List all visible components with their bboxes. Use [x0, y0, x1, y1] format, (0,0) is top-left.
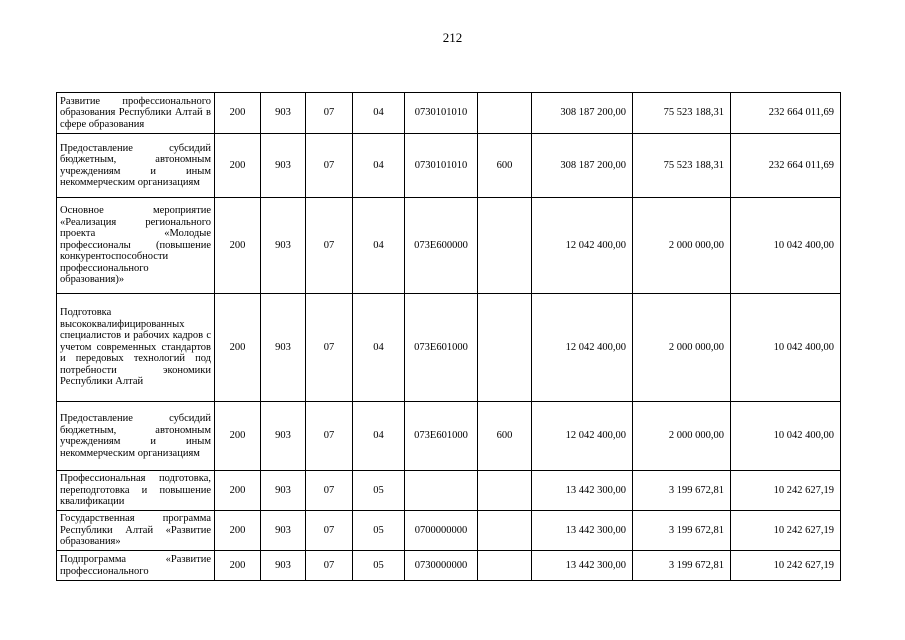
row-subsection: 05: [353, 551, 405, 581]
row-section: 07: [306, 198, 353, 294]
row-amount-federal: 3 199 672,81: [633, 551, 731, 581]
row-amount-total: 13 442 300,00: [532, 511, 633, 551]
row-expense-type: [478, 93, 532, 134]
row-name: Подпрограмма «Развитие профессионального: [57, 551, 215, 581]
row-expense-type: [478, 198, 532, 294]
table-row: [57, 134, 841, 198]
row-name: Развитие профессионального образования Республики Алтай в сфере образования: [57, 93, 215, 134]
row-name: Основное мероприятие «Реализация регионального проекта «Молодые профессионалы (повышение конкурентоспособности профессионального образования)»: [57, 198, 215, 294]
row-amount-federal: 3 199 672,81: [633, 511, 731, 551]
row-amount-total: 12 042 400,00: [532, 294, 633, 402]
row-amount-regional: 10 042 400,00: [731, 294, 841, 402]
row-amount-regional: 10 042 400,00: [731, 198, 841, 294]
row-target-article: 073E601000: [405, 294, 478, 402]
row-section: 07: [306, 93, 353, 134]
row-subsection: 04: [353, 93, 405, 134]
table-row: [57, 402, 841, 471]
table-row: [57, 198, 841, 294]
row-section: 07: [306, 294, 353, 402]
row-subsection: 04: [353, 134, 405, 198]
table-row: [57, 551, 841, 581]
row-section: 07: [306, 551, 353, 581]
row-section: 07: [306, 511, 353, 551]
row-subsection: 04: [353, 198, 405, 294]
row-amount-federal: 75 523 188,31: [633, 134, 731, 198]
row-target-article: 0730101010: [405, 134, 478, 198]
page-number: 212: [442, 30, 463, 45]
row-grbs-code: 903: [261, 551, 306, 581]
row-amount-regional: 10 242 627,19: [731, 471, 841, 511]
row-admin-code: 200: [215, 198, 261, 294]
row-amount-total: 13 442 300,00: [532, 551, 633, 581]
row-section: 07: [306, 402, 353, 471]
row-subsection: 05: [353, 511, 405, 551]
row-subsection: 04: [353, 294, 405, 402]
row-amount-regional: 10 242 627,19: [731, 551, 841, 581]
row-expense-type: [478, 471, 532, 511]
row-grbs-code: 903: [261, 511, 306, 551]
row-grbs-code: 903: [261, 93, 306, 134]
row-section: 07: [306, 134, 353, 198]
row-amount-federal: 2 000 000,00: [633, 198, 731, 294]
row-target-article: 0730000000: [405, 551, 478, 581]
row-target-article: 073E600000: [405, 198, 478, 294]
row-amount-federal: 2 000 000,00: [633, 294, 731, 402]
row-section: 07: [306, 471, 353, 511]
row-admin-code: 200: [215, 511, 261, 551]
row-target-article: [405, 471, 478, 511]
budget-table: [56, 92, 841, 581]
row-admin-code: 200: [215, 93, 261, 134]
row-grbs-code: 903: [261, 402, 306, 471]
row-grbs-code: 903: [261, 471, 306, 511]
row-expense-type: [478, 551, 532, 581]
row-grbs-code: 903: [261, 134, 306, 198]
row-amount-total: 12 042 400,00: [532, 402, 633, 471]
table-row: [57, 471, 841, 511]
row-expense-type: 600: [478, 402, 532, 471]
row-target-article: 0700000000: [405, 511, 478, 551]
row-grbs-code: 903: [261, 198, 306, 294]
row-expense-type: [478, 511, 532, 551]
row-name: Предоставление субсидий бюджетным, автономным учреждениям и иным некоммерческим организациям: [57, 134, 215, 198]
row-subsection: 04: [353, 402, 405, 471]
row-amount-federal: 3 199 672,81: [633, 471, 731, 511]
row-amount-regional: 232 664 011,69: [731, 134, 841, 198]
row-amount-regional: 232 664 011,69: [731, 93, 841, 134]
row-name: Предоставление субсидий бюджетным, автономным учреждениям и иным некоммерческим организациям: [57, 402, 215, 471]
row-grbs-code: 903: [261, 294, 306, 402]
row-admin-code: 200: [215, 471, 261, 511]
row-expense-type: 600: [478, 134, 532, 198]
table-row: [57, 511, 841, 551]
row-amount-total: 13 442 300,00: [532, 471, 633, 511]
row-target-article: 0730101010: [405, 93, 478, 134]
table-row: [57, 93, 841, 134]
row-name: Государственная программа Республики Алтай «Развитие образования»: [57, 511, 215, 551]
row-amount-regional: 10 242 627,19: [731, 511, 841, 551]
row-amount-federal: 75 523 188,31: [633, 93, 731, 134]
row-amount-total: 308 187 200,00: [532, 93, 633, 134]
row-amount-federal: 2 000 000,00: [633, 402, 731, 471]
row-target-article: 073E601000: [405, 402, 478, 471]
row-amount-total: 308 187 200,00: [532, 134, 633, 198]
row-admin-code: 200: [215, 402, 261, 471]
row-name: Подготовка высококвалифицированных специалистов и рабочих кадров с учетом современных стандартов и передовых технологий под потребности экономики Республики Алтай: [57, 294, 215, 402]
row-admin-code: 200: [215, 551, 261, 581]
row-expense-type: [478, 294, 532, 402]
row-amount-regional: 10 042 400,00: [731, 402, 841, 471]
row-name: Профессиональная подготовка, переподготовка и повышение квалификации: [57, 471, 215, 511]
row-admin-code: 200: [215, 294, 261, 402]
row-amount-total: 12 042 400,00: [532, 198, 633, 294]
table-row: [57, 294, 841, 402]
row-subsection: 05: [353, 471, 405, 511]
row-admin-code: 200: [215, 134, 261, 198]
